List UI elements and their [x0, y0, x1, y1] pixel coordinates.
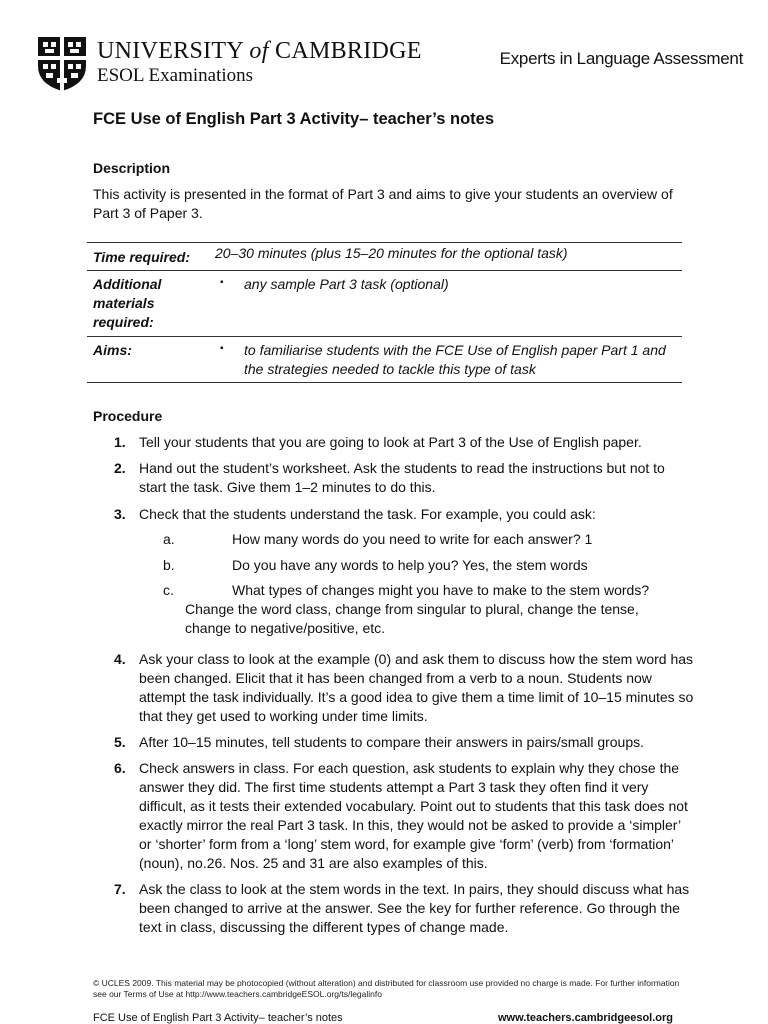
info-label: Time required:: [93, 249, 190, 265]
bullet-icon: ▪: [220, 343, 224, 354]
step-number: 5.: [114, 734, 126, 750]
info-row-time: [87, 243, 682, 271]
step-number: 7.: [114, 881, 126, 897]
university-name-part: UNIVERSITY: [97, 38, 244, 64]
tagline: Experts in Language Assessment: [499, 49, 743, 68]
step-text: After 10–15 minutes, tell students to compare their answers in pairs/small groups.: [139, 734, 645, 750]
header: [37, 36, 743, 92]
sub-item-text: What types of changes might you have to make to the stem words?: [232, 582, 650, 598]
sub-item-text: How many words do you need to write for each answer? 1: [232, 531, 593, 547]
sub-item-continuation: Change the word class, change from singular to plural, change the tense, change to negative/positive, etc.: [185, 601, 639, 636]
step-number: 6.: [114, 760, 126, 776]
footer-website-link[interactable]: www.teachers.cambridgeesol.org: [497, 1012, 673, 1024]
university-name-part: CAMBRIDGE: [275, 38, 422, 64]
info-row-aims: [87, 337, 682, 383]
university-name: [97, 38, 422, 65]
university-crest-icon: [37, 36, 87, 92]
step-text: Ask your class to look at the example (0) and ask them to discuss how the stem word has been changed. Elicit that it has been changed from a verb to a noun. Students now attempt the task individually. It’s a good idea to give them a time limit of 10–15 minutes so that they get used to working under time limits.: [139, 651, 694, 724]
description-heading: Description: [93, 160, 171, 176]
university-name-of: of: [249, 38, 269, 64]
info-row-materials: [87, 271, 682, 337]
step-number: 4.: [114, 651, 126, 667]
procedure-heading: Procedure: [93, 408, 163, 424]
info-value: 20–30 minutes (plus 15–20 minutes for the optional task): [215, 245, 568, 261]
step-number: 3.: [114, 506, 126, 522]
description-text: This activity is presented in the format of Part 3 and aims to give your students an overview of Part 3 of Paper 3.: [93, 186, 673, 221]
step-text: Check answers in class. For each question, ask students to explain why they chose the answer they did. The first time students attempt a Part 3 task they often find it very difficult, as it tests their extended vocabulary. Point out to students that this task does not exactly mirror the real Part 3 task. In this, they would not be asked to provide a ‘simpler’ or ‘shorter’ form from a ‘long’ stem word, for example give ‘form’ (verb) from ‘formation’ (noun), no.26. Nos. 25 and 31 are also examples of this.: [139, 760, 688, 871]
step-number: 2.: [114, 460, 126, 476]
info-label: Additional materials required:: [93, 276, 162, 330]
step-text: Ask the class to look at the stem words in the text. In pairs, they should discuss what has been changed to arrive at the answer. See the key for further reference. Go through the text in class, discussing the different types of change made.: [139, 881, 690, 935]
esol-subtitle: ESOL Examinations: [97, 65, 254, 86]
sub-item-letter: b.: [163, 557, 175, 573]
sub-item-letter: c.: [163, 582, 174, 598]
step-text: Hand out the student’s worksheet. Ask the students to read the instructions but not to start the task. Give them 1–2 minutes to do this.: [139, 460, 665, 495]
info-table: [87, 242, 682, 383]
step-number: 1.: [114, 434, 126, 450]
footer-document-title: FCE Use of English Part 3 Activity– teacher’s notes: [93, 1012, 343, 1024]
info-value: to familiarise students with the FCE Use of English paper Part 1 and the strategies needed to tackle this type of task: [244, 342, 666, 377]
bullet-icon: ▪: [220, 277, 224, 288]
step-text: Check that the students understand the task. For example, you could ask:: [139, 506, 596, 522]
step-text: Tell your students that you are going to look at Part 3 of the Use of English paper.: [139, 434, 642, 450]
info-value: any sample Part 3 task (optional): [244, 276, 449, 292]
copyright-note: © UCLES 2009. This material may be photocopied (without alteration) and distributed for classroom use provided no charge is made. For further information see our Terms of Use at http://www.teachers.cambridgeESOL.org/ts/legalinfo: [93, 978, 680, 999]
sub-item-text: Do you have any words to help you? Yes, the stem words: [232, 557, 588, 573]
sub-item-letter: a.: [163, 531, 175, 547]
info-label: Aims:: [93, 342, 132, 358]
document-title: FCE Use of English Part 3 Activity– teacher’s notes: [93, 110, 495, 128]
